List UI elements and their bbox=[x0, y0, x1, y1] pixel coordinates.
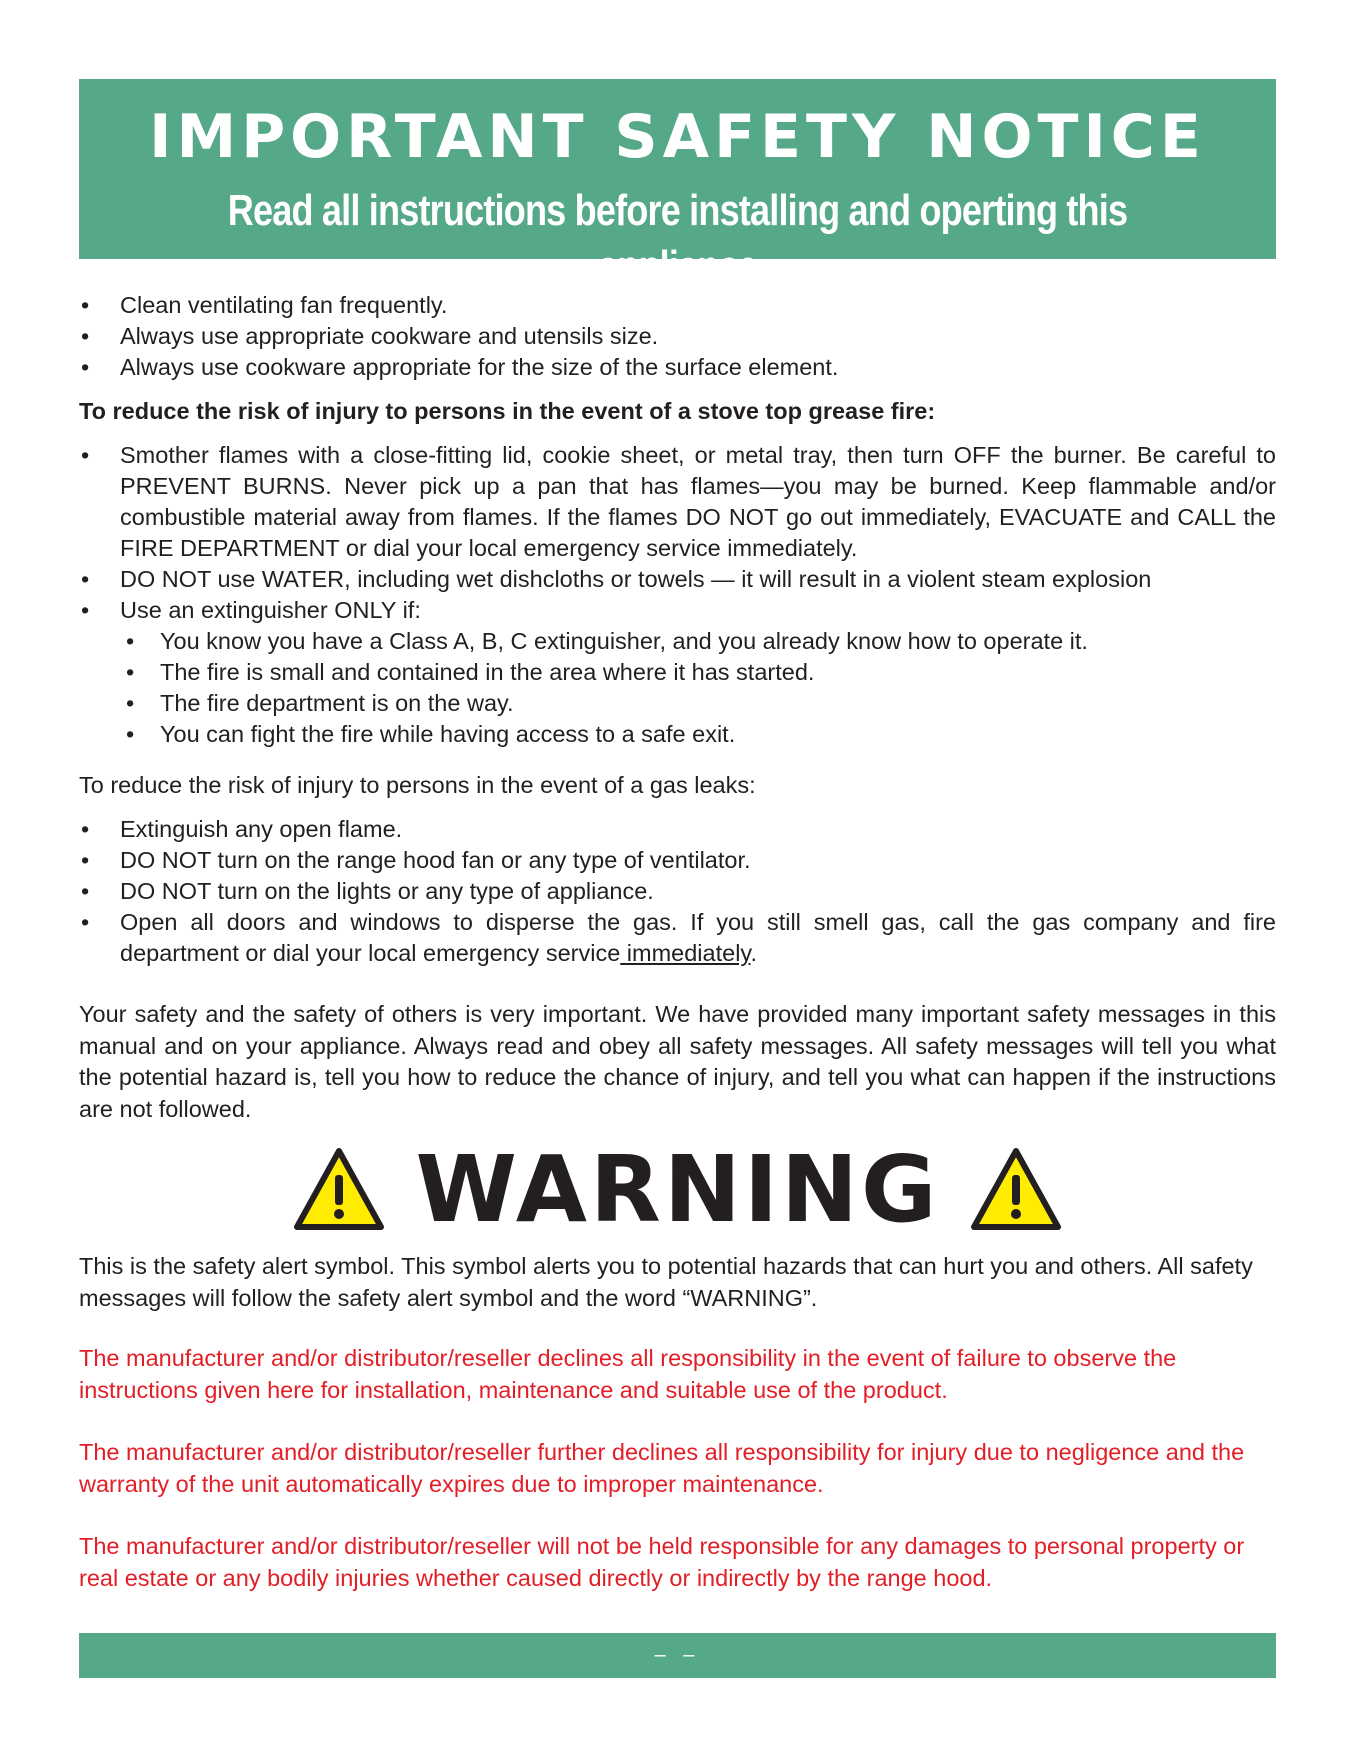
warning-triangle-icon bbox=[970, 1147, 1062, 1233]
list-item-text: Open all doors and windows to disperse the gas. If you still smell gas, call the gas company and fire department or dial your local emergency service bbox=[120, 909, 1276, 966]
list-item: • DO NOT use WATER, including wet dishcloths or towels — it will result in a violent steam explosion bbox=[79, 564, 1276, 595]
page-title: IMPORTANT SAFETY NOTICE bbox=[149, 102, 1206, 172]
document-body bbox=[79, 290, 1276, 1594]
emphasis-text: immediately bbox=[620, 940, 751, 966]
footer-bar bbox=[79, 1633, 1276, 1678]
alert-paragraph: This is the safety alert symbol. This symbol alerts you to potential hazards that can hurt you and others. All safety messages will follow the safety alert symbol and the word “WARNING”. bbox=[79, 1253, 1253, 1311]
list-item: • You know you have a Class A, B, C extinguisher, and you already know how to operate it. bbox=[79, 626, 1276, 657]
gas-leak-heading: To reduce the risk of injury to persons in the event of a gas leaks: bbox=[79, 772, 756, 798]
list-item: • Always use cookware appropriate for the size of the surface element. bbox=[79, 352, 1276, 383]
page-subtitle: Read all instructions before installing and operting this appliance bbox=[227, 186, 1128, 291]
list-item: • DO NOT turn on the range hood fan or any type of ventilator. bbox=[79, 845, 1276, 876]
safety-paragraph: Your safety and the safety of others is very important. We have provided many important safety messages in this manual and on your appliance. Always read and obey all safety messages. All safety messages will tell you what the potential hazard is, tell you how to reduce the chance of injury, and tell you what can happen if the instructions are not followed. bbox=[79, 1001, 1276, 1122]
list-item: • The fire is small and contained in the area where it has started. bbox=[79, 657, 1276, 688]
grease-fire-heading: To reduce the risk of injury to persons in the event of a stove top grease fire: bbox=[79, 398, 936, 424]
grease-fire-list bbox=[79, 440, 1276, 626]
list-item: • DO NOT turn on the lights or any type of appliance. bbox=[79, 876, 1276, 907]
list-item: • Always use appropriate cookware and utensils size. bbox=[79, 321, 1276, 352]
gas-leak-list bbox=[79, 814, 1276, 969]
extinguisher-conditions-list bbox=[79, 626, 1276, 750]
list-item bbox=[79, 907, 1276, 969]
list-item: • The fire department is on the way. bbox=[79, 688, 1276, 719]
intro-list bbox=[79, 290, 1276, 383]
list-item: • Extinguish any open flame. bbox=[79, 814, 1276, 845]
warning-banner bbox=[79, 1135, 1276, 1245]
disclaimer-paragraph: The manufacturer and/or distributor/reseller further declines all responsibility for injury due to negligence and the warranty of the unit automatically expires due to improper maintenance. bbox=[79, 1439, 1245, 1497]
list-item: • Clean ventilating fan frequently. bbox=[79, 290, 1276, 321]
list-item: • You can fight the fire while having access to a safe exit. bbox=[79, 719, 1276, 750]
warning-word: WARNING bbox=[415, 1136, 940, 1243]
list-item-end: . bbox=[750, 940, 757, 966]
list-item: • Smother flames with a close-fitting lid, cookie sheet, or metal tray, then turn OFF the burner. Be careful to PREVENT BURNS. Never pick up a pan that has flames—you may be burned. Keep flammable and/or combustible material away from flames. If the flames DO NOT go out immediately, EVACUATE and CALL the FIRE DEPARTMENT or dial your local emergency service immediately. bbox=[79, 440, 1276, 564]
header-banner bbox=[79, 79, 1276, 291]
disclaimer-paragraph: The manufacturer and/or distributor/reseller will not be held responsible for any damages to personal property or real estate or any bodily injuries whether caused directly or indirectly by the range hood. bbox=[79, 1533, 1245, 1591]
warning-triangle-icon bbox=[293, 1147, 385, 1233]
disclaimer-paragraph: The manufacturer and/or distributor/reseller declines all responsibility in the event of failure to observe the instructions given here for installation, maintenance and suitable use of the product. bbox=[79, 1345, 1177, 1403]
list-item: • Use an extinguisher ONLY if: bbox=[79, 595, 1276, 626]
page-number: – – bbox=[654, 1644, 701, 1666]
